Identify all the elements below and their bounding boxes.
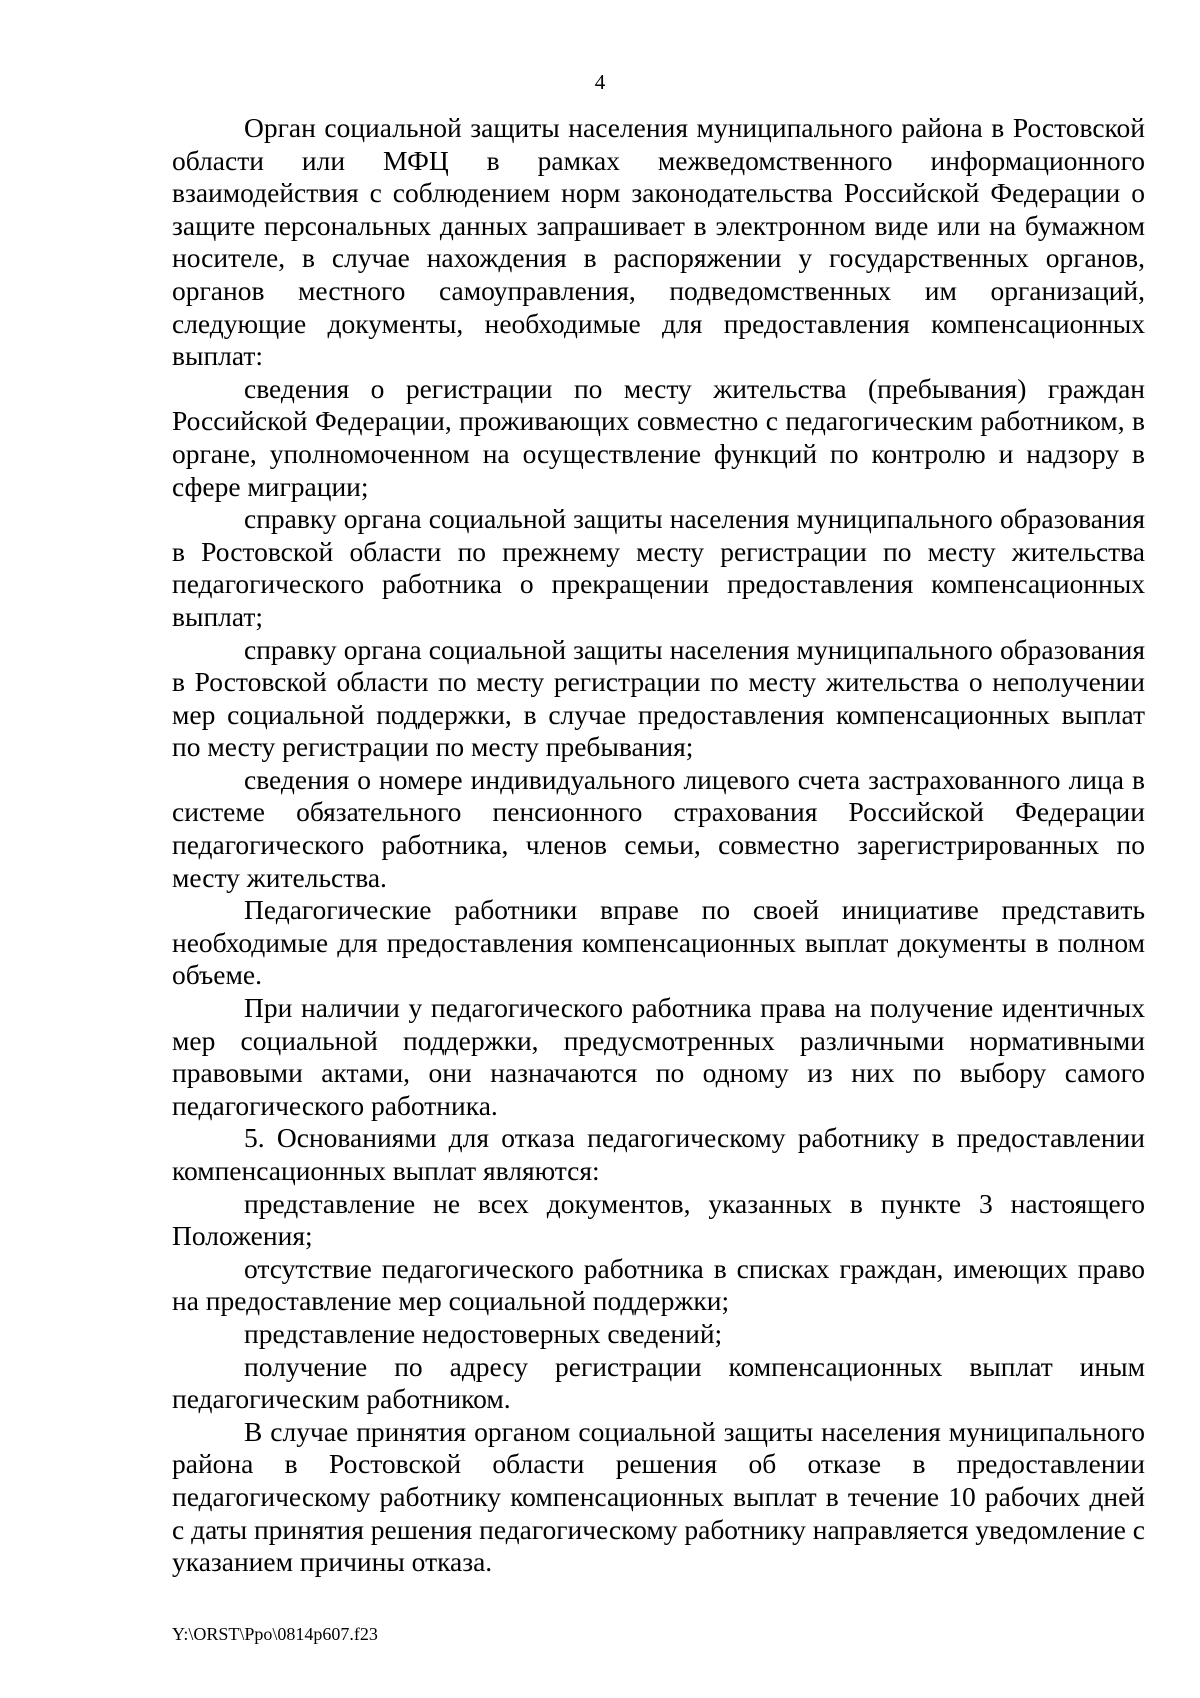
- paragraph: отсутствие педагогического работника в списках граждан, имеющих право на предоставление мер социальной поддержки;: [172, 1252, 1145, 1317]
- paragraph: сведения о регистрации по месту жительства (пребывания) граждан Российской Федерации, проживающих совместно с педагогическим работником, в органе, уполномоченном на осуществление функций по контролю и надзору в сфере миграции;: [172, 372, 1145, 502]
- paragraph: Педагогические работники вправе по своей инициативе представить необходимые для предоставления компенсационных выплат документы в полном объеме.: [172, 894, 1145, 991]
- paragraph: сведения о номере индивидуального лицевого счета застрахованного лица в системе обязательного пенсионного страхования Российской Федерации педагогического работника, членов семьи, совместно зарегистрированных по месту жительства.: [172, 763, 1145, 893]
- paragraph: В случае принятия органом социальной защиты населения муниципального района в Ростовской области решения об отказе в предоставлении педагогическому работнику компенсационных выплат в течение 10 рабочих дней с даты принятия решения педагогическому работнику направляется уведомление с указанием причины отказа.: [172, 1415, 1145, 1578]
- paragraph: справку органа социальной защиты населения муниципального образования в Ростовской области по месту регистрации по месту жительства о неполучении мер социальной поддержки, в случае предоставления компенсационных выплат по месту регистрации по месту пребывания;: [172, 633, 1145, 763]
- paragraph: Орган социальной защиты населения муниципального района в Ростовской области или МФЦ в рамках межведомственного информационного взаимодействия с соблюдением норм законодательства Российской Федерации о защите персональных данных запрашивает в электронном виде или на бумажном носителе, в случае нахождения в распоряжении у государственных органов, органов местного самоуправления, подведомственных им организаций, следующие документы, необходимые для предоставления компенсационных выплат:: [172, 112, 1145, 372]
- paragraph: представление недостоверных сведений;: [244, 1317, 723, 1349]
- section-heading-paragraph: 5. Основаниями для отказа педагогическому работнику в предоставлении компенсационных выплат являются:: [172, 1122, 1145, 1186]
- paragraph: При наличии у педагогического работника права на получение идентичных мер социальной поддержки, предусмотренных различными нормативными правовыми актами, они назначаются по одному из них по выбору самого педагогического работника.: [172, 992, 1145, 1121]
- paragraph: справку органа социальной защиты населения муниципального образования в Ростовской области по прежнему месту регистрации по месту жительства педагогического работника о прекращении предоставления компенсационных выплат;: [172, 503, 1145, 632]
- document-body: [172, 112, 1145, 1579]
- paragraph: получение по адресу регистрации компенсационных выплат иным педагогическим работником.: [172, 1350, 1145, 1415]
- file-path-footer: Y:\ORST\Ppo\0814p607.f23: [172, 1624, 378, 1644]
- page-number: 4: [594, 70, 606, 94]
- paragraph: представление не всех документов, указанных в пункте 3 настоящего Положения;: [172, 1187, 1145, 1252]
